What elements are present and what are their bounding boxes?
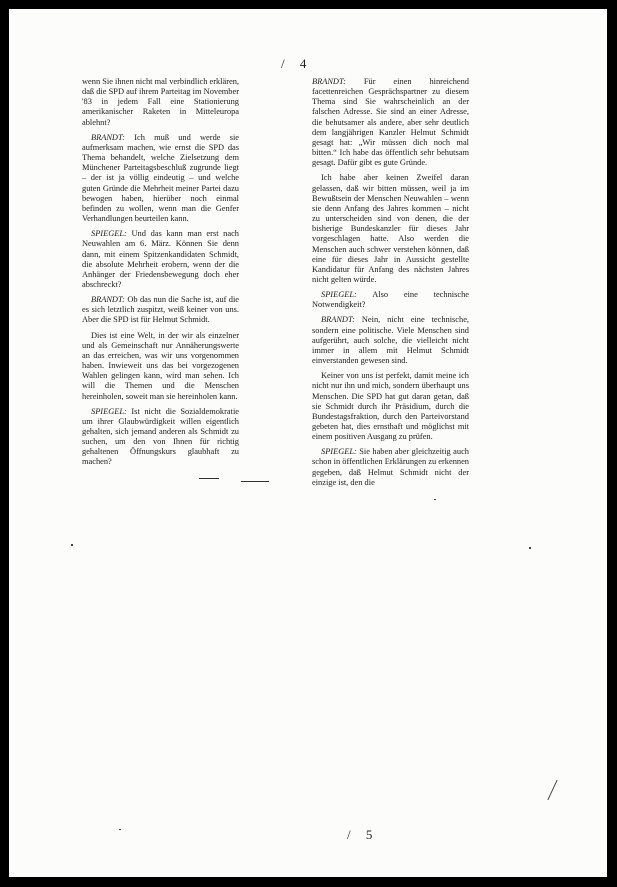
paragraph-text: Nein, nicht eine technische, sondern eine politische. Viele Menschen sind aufgerührt, auch solche, die vielleicht nicht immer in allem mit Helmut Schmidt einverstanden gewesen sind. [312, 315, 470, 366]
paragraph-text: wenn Sie ihnen nicht mal verbindlich erklären, daß die SPD auf ihrem Parteitag im November '83 in jedem Fall eine Stationierung amerikanischer Raketen in Mitteleuropa ablehnt? [82, 77, 239, 127]
left-column [82, 77, 239, 473]
end-rule [199, 478, 219, 479]
paragraph [82, 295, 239, 325]
paragraph [312, 173, 469, 285]
paragraph [82, 229, 239, 290]
paragraph [312, 290, 469, 310]
paragraph-text: Ob das nun die Sache ist, auf die es sich letztlich zuspitzt, weiß keiner von uns. Aber die SPD ist für Helmut Schmidt. [82, 295, 240, 325]
paragraph-text: Für einen hinreichend facettenreichen Gesprächspartner zu diesem Thema sind Sie wahrscheinlich an der falschen Adresse. Sie sind an einer Adresse, die behutsamer als andere, aber sehr deutlich dem langjährigen Kanzler Helmut Schmidt gesagt hat: „Wir müssen dich noch mal bitten.“ Ich habe das öffentlich sehr behutsam gesagt. Dafür gibt es gute Gründe. [312, 77, 469, 168]
paragraph [312, 315, 469, 366]
page-number-bottom: / 5 [347, 827, 379, 842]
scan-mark [547, 780, 557, 800]
paragraph-text: Dies ist eine Welt, in der wir als einzelner und als Gemeinschaft nur Annäherungswerte an das erreichen, was wir uns vorgenommen haben. Inwieweit uns das bei vorgezogenen Wahlen gelingen kann, wird man sehen. Ich will die Themen und die Menschen hereinholen, soweit man sie hereinholen kann. [82, 330, 239, 401]
speaker-label: SPIEGEL: [321, 290, 357, 300]
speaker-label: BRANDT: [321, 315, 355, 325]
paragraph-text: Ich muß und werde sie aufmerksam machen, wie ernst die SPD das Thema behandelt, welche Zielsetzung dem Münchener Parteitagsbeschluß zugrunde liegt – der ist ja völlig eindeutig – und welche guten Gründe die Mehrheit meiner Partei dazu bewogen haben, hierüber noch einmal befinden zu wollen, wenn man die Genfer Verhandlungen beurteilen kann. [82, 132, 239, 224]
paragraph-text: Und das kann man erst nach Neuwahlen am 6. März. Können Sie denn dann, mit einem Spitzenkandidaten Schmidt, die absolute Mehrheit erobern, wenn der die Anhänger der Friedensbewegung doch eher abschreckt? [82, 229, 239, 289]
scan-speck [71, 544, 73, 546]
paragraph [82, 407, 239, 468]
paragraph-text: Also eine technische Notwendigkeit? [312, 290, 469, 310]
speaker-label: SPIEGEL: [91, 406, 127, 416]
scan-speck [434, 499, 436, 500]
speaker-label: SPIEGEL: [321, 447, 357, 457]
paragraph [312, 447, 469, 488]
speaker-label: SPIEGEL: [91, 229, 127, 239]
page-number-top: / 4 [281, 56, 313, 71]
paragraph-text: Ich habe aber keinen Zweifel daran gelassen, daß wir bitten müssen, weil ja im Bewußtsein der Menschen Neuwahlen – wenn sie denn Anfang des Jahres kommen – nicht zu unterscheiden sind von denen, die der bisherige Bundeskanzler für dieses Jahr vorgeschlagen hatte. Also werden die Menschen auch schwer verstehen können, daß eine für dieses Jahr in Aussicht gestellte Kandidatur für Anfang des nächsten Jahres nicht gelten würde. [312, 173, 469, 284]
scan-speck [119, 829, 121, 830]
right-column [312, 77, 469, 493]
document-page [9, 9, 607, 877]
speaker-label: BRANDT: [91, 132, 125, 142]
paragraph [82, 133, 239, 224]
speaker-label: BRANDT: [312, 77, 346, 86]
paragraph-text: Ist nicht die Sozialdemokratie um ihrer Glaubwürdigkeit willen eigentlich gehalten, sich jemand anderen als Schmidt zu suchen, um den von Ihnen für richtig gehaltenen Öffnungskurs glaubhaft zu machen? [82, 406, 239, 467]
speaker-label: BRANDT: [91, 295, 125, 305]
paragraph-text: Keiner von uns ist perfekt, damit meine ich nicht nur ihn und mich, sondern überhaupt uns Menschen. Die SPD hat gut daran getan, daß sie Schmidt durch ihr Präsidium, durch die Bundestagsfraktion, durch den Parteivorstand gebeten hat, dies ernsthaft und möglichst mit einem positiven Ausgang zu prüfen. [312, 371, 469, 442]
paragraph [312, 77, 469, 168]
scan-speck [529, 547, 531, 549]
paragraph-text: Sie haben aber gleichzeitig auch schon in öffentlichen Erklärungen zu erkennen gegeben, daß Helmut Schmidt nicht der einzige ist, den die [312, 447, 469, 487]
paragraph [312, 371, 469, 442]
paragraph [82, 331, 239, 402]
end-rule [241, 481, 269, 482]
paragraph [82, 77, 239, 128]
